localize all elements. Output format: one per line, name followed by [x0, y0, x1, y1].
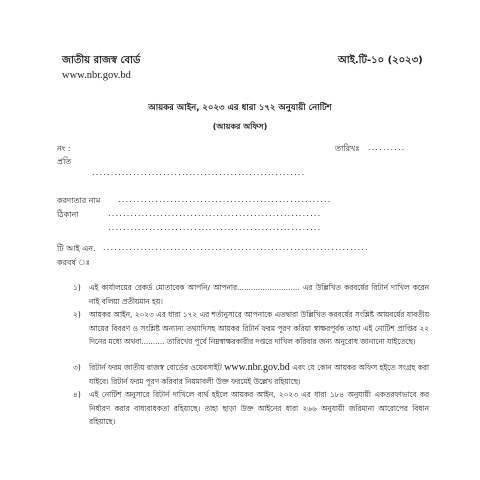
- website-link[interactable]: www.nbr.gov.bd: [224, 362, 290, 373]
- item-text-part: রিটার্ন ফরম জাতীয় রাজস্ব বোর্ডের ওয়েবসাইট: [89, 363, 222, 372]
- form-code: আই.টি-১০ (২০২৩): [338, 55, 423, 66]
- address-field-line-1: .........................................................: [108, 209, 322, 218]
- taxpayer-name-field: .........................................................: [118, 195, 332, 204]
- item-text: এই কার্যালয়ের রেকর্ড মোতাবেক আপনি/ আপনার........................... এর উল্লিখিত করবর্ষের রিটার্ন দাখিল করেন নাই বলিয়া প্রতীয়মান হয়।: [89, 283, 429, 306]
- date-field: ..........: [368, 143, 406, 152]
- recipient-label: প্রতি: [57, 157, 72, 166]
- notice-subtitle: (আয়কর অফিস): [212, 122, 268, 131]
- item-text: এই নোটিশ অনুসারে রিটার্ন দাখিলে ব্যর্থ হইলে আয়কর আইন, ২০২৩ এর ধারা ১৮৪ অনুযায়ী একতরফাভাবে কর নির্ধারণ করার বাধ্যবাধকতা রহিয়াছে। তাহা ছাড়া উক্ত আইনের ধারা ২৬৬ অনুযায়ী জরিমানা আরোপের বিধান রহিয়াছে।: [89, 390, 429, 426]
- tax-year-label: করবর্ষ ঃ: [57, 258, 90, 267]
- item-text-part: এবং যে কোন আয়কর অফিস হইতে সংগ্রহ করা যাইবে। রিটার্ন ফরম পূরণ করিবার নিয়মাবলী উক্ত ফরমেই উল্লেখ রহিয়াছে।: [89, 363, 429, 386]
- date-label: তারিখঃ: [335, 144, 360, 153]
- number-label: নং :: [57, 144, 71, 153]
- address-field-line-2: .........................................................: [108, 223, 322, 232]
- item-number: ৩): [73, 363, 81, 372]
- item-number: ২): [73, 310, 81, 319]
- address-label: ঠিকানা: [57, 210, 79, 219]
- tin-field: .......................................................................: [103, 243, 369, 252]
- item-number: ৪): [73, 390, 81, 399]
- website-url: www.nbr.gov.bd: [62, 70, 131, 81]
- item-text: [89, 361, 429, 388]
- organization-name: জাতীয় রাজস্ব বোর্ড: [62, 55, 141, 66]
- notice-title: আয়কর আইন, ২০২৩ এর ধারা ১৭২ অনুযায়ী নোটিশ: [148, 103, 332, 113]
- tin-label: টি আই এন.: [57, 244, 96, 253]
- item-number: ১): [73, 283, 81, 292]
- taxpayer-name-label: করদাতার নাম: [57, 196, 101, 205]
- recipient-field: .........................................................: [92, 168, 306, 177]
- item-text: আয়কর আইন, ২০২৩ এর ধারা ১৭২ এর শর্তানুসারে আপনাকে এতদ্বারা উল্লিখিত করবর্ষের সংশ্লিষ্ট আয়বর্ষের যাবতীয় আয়ের বিবরণ ও সংশ্লিষ্ট অন্যান্য তথ্যাদিসহ আয়কর রিটার্ন ফরম পূরণ করিয়া স্বাক্ষরপূর্বক তাহা এই নোটিশ প্রাপ্তির ২২ দিনের মধ্যে অথবা.......... তারিখের পূর্বে নিম্নস্বাক্ষরকারীর দপ্তরে দাখিল করিবার জন্য অনুরোধ জানানো যাইতেছে।: [89, 310, 429, 346]
